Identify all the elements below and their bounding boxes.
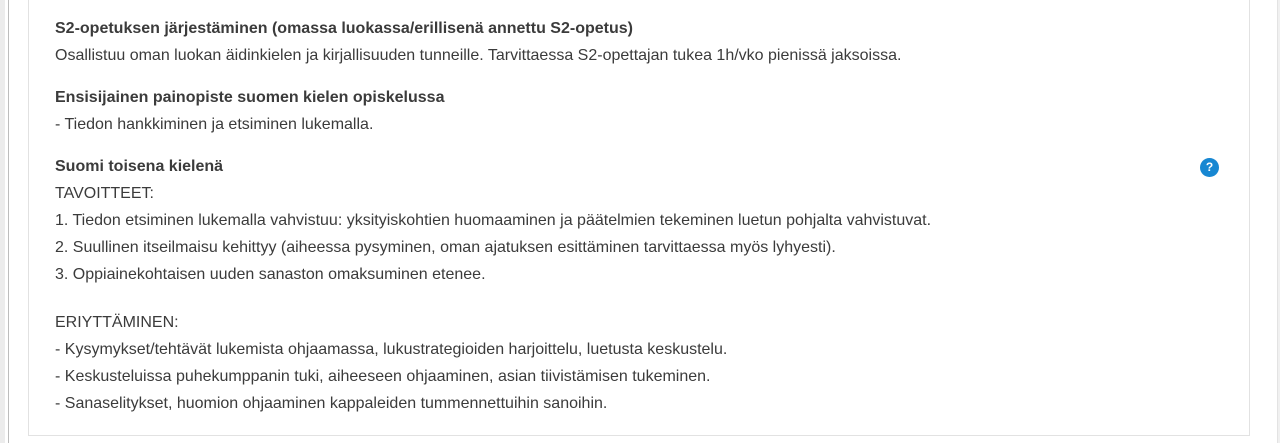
left-panel-divider <box>8 0 9 443</box>
document-text-area <box>29 0 1249 437</box>
text-block <box>55 153 1189 288</box>
block-line: ERIYTTÄMINEN: <box>55 314 179 331</box>
content-card <box>28 0 1250 436</box>
block-line: 1. Tiedon etsiminen lukemalla vahvistuu: yksityiskohtien huomaaminen ja päätelmien tekeminen luetun pohjalta vahvistuvat. <box>55 212 932 229</box>
text-block <box>55 84 1189 138</box>
block-heading: Ensisijainen painopiste suomen kielen opiskelussa <box>55 89 445 106</box>
block-heading: S2-opetuksen järjestäminen (omassa luokassa/erillisenä annettu S2-opetus) <box>55 20 633 37</box>
page-left-margin <box>0 0 5 443</box>
block-line: 3. Oppiainekohtaisen uuden sanaston omaksuminen etenee. <box>55 266 486 283</box>
text-block <box>55 309 1189 417</box>
block-line: Osallistuu oman luokan äidinkielen ja kirjallisuuden tunneille. Tarvittaessa S2-opettajan tukea 1h/vko pienissä jaksoissa. <box>55 47 902 64</box>
block-line: - Kysymykset/tehtävät lukemista ohjaamassa, lukustrategioiden harjoittelu, luetusta keskustelu. <box>55 341 728 358</box>
block-line: TAVOITTEET: <box>55 185 154 202</box>
block-line: - Keskusteluissa puhekumppanin tuki, aiheeseen ohjaaminen, asian tiivistämisen tukeminen. <box>55 368 711 385</box>
block-line: 2. Suullinen itseilmaisu kehittyy (aiheessa pysyminen, oman ajatuksen esittäminen tarvittaessa myös lyhyesti). <box>55 239 836 256</box>
block-heading: Suomi toisena kielenä <box>55 158 224 175</box>
help-icon[interactable]: ? <box>1200 158 1219 177</box>
block-line: - Sanaselitykset, huomion ohjaaminen kappaleiden tummennettuihin sanoihin. <box>55 395 608 412</box>
block-line: - Tiedon hankkiminen ja etsiminen lukemalla. <box>55 116 374 133</box>
text-block <box>55 15 1189 69</box>
